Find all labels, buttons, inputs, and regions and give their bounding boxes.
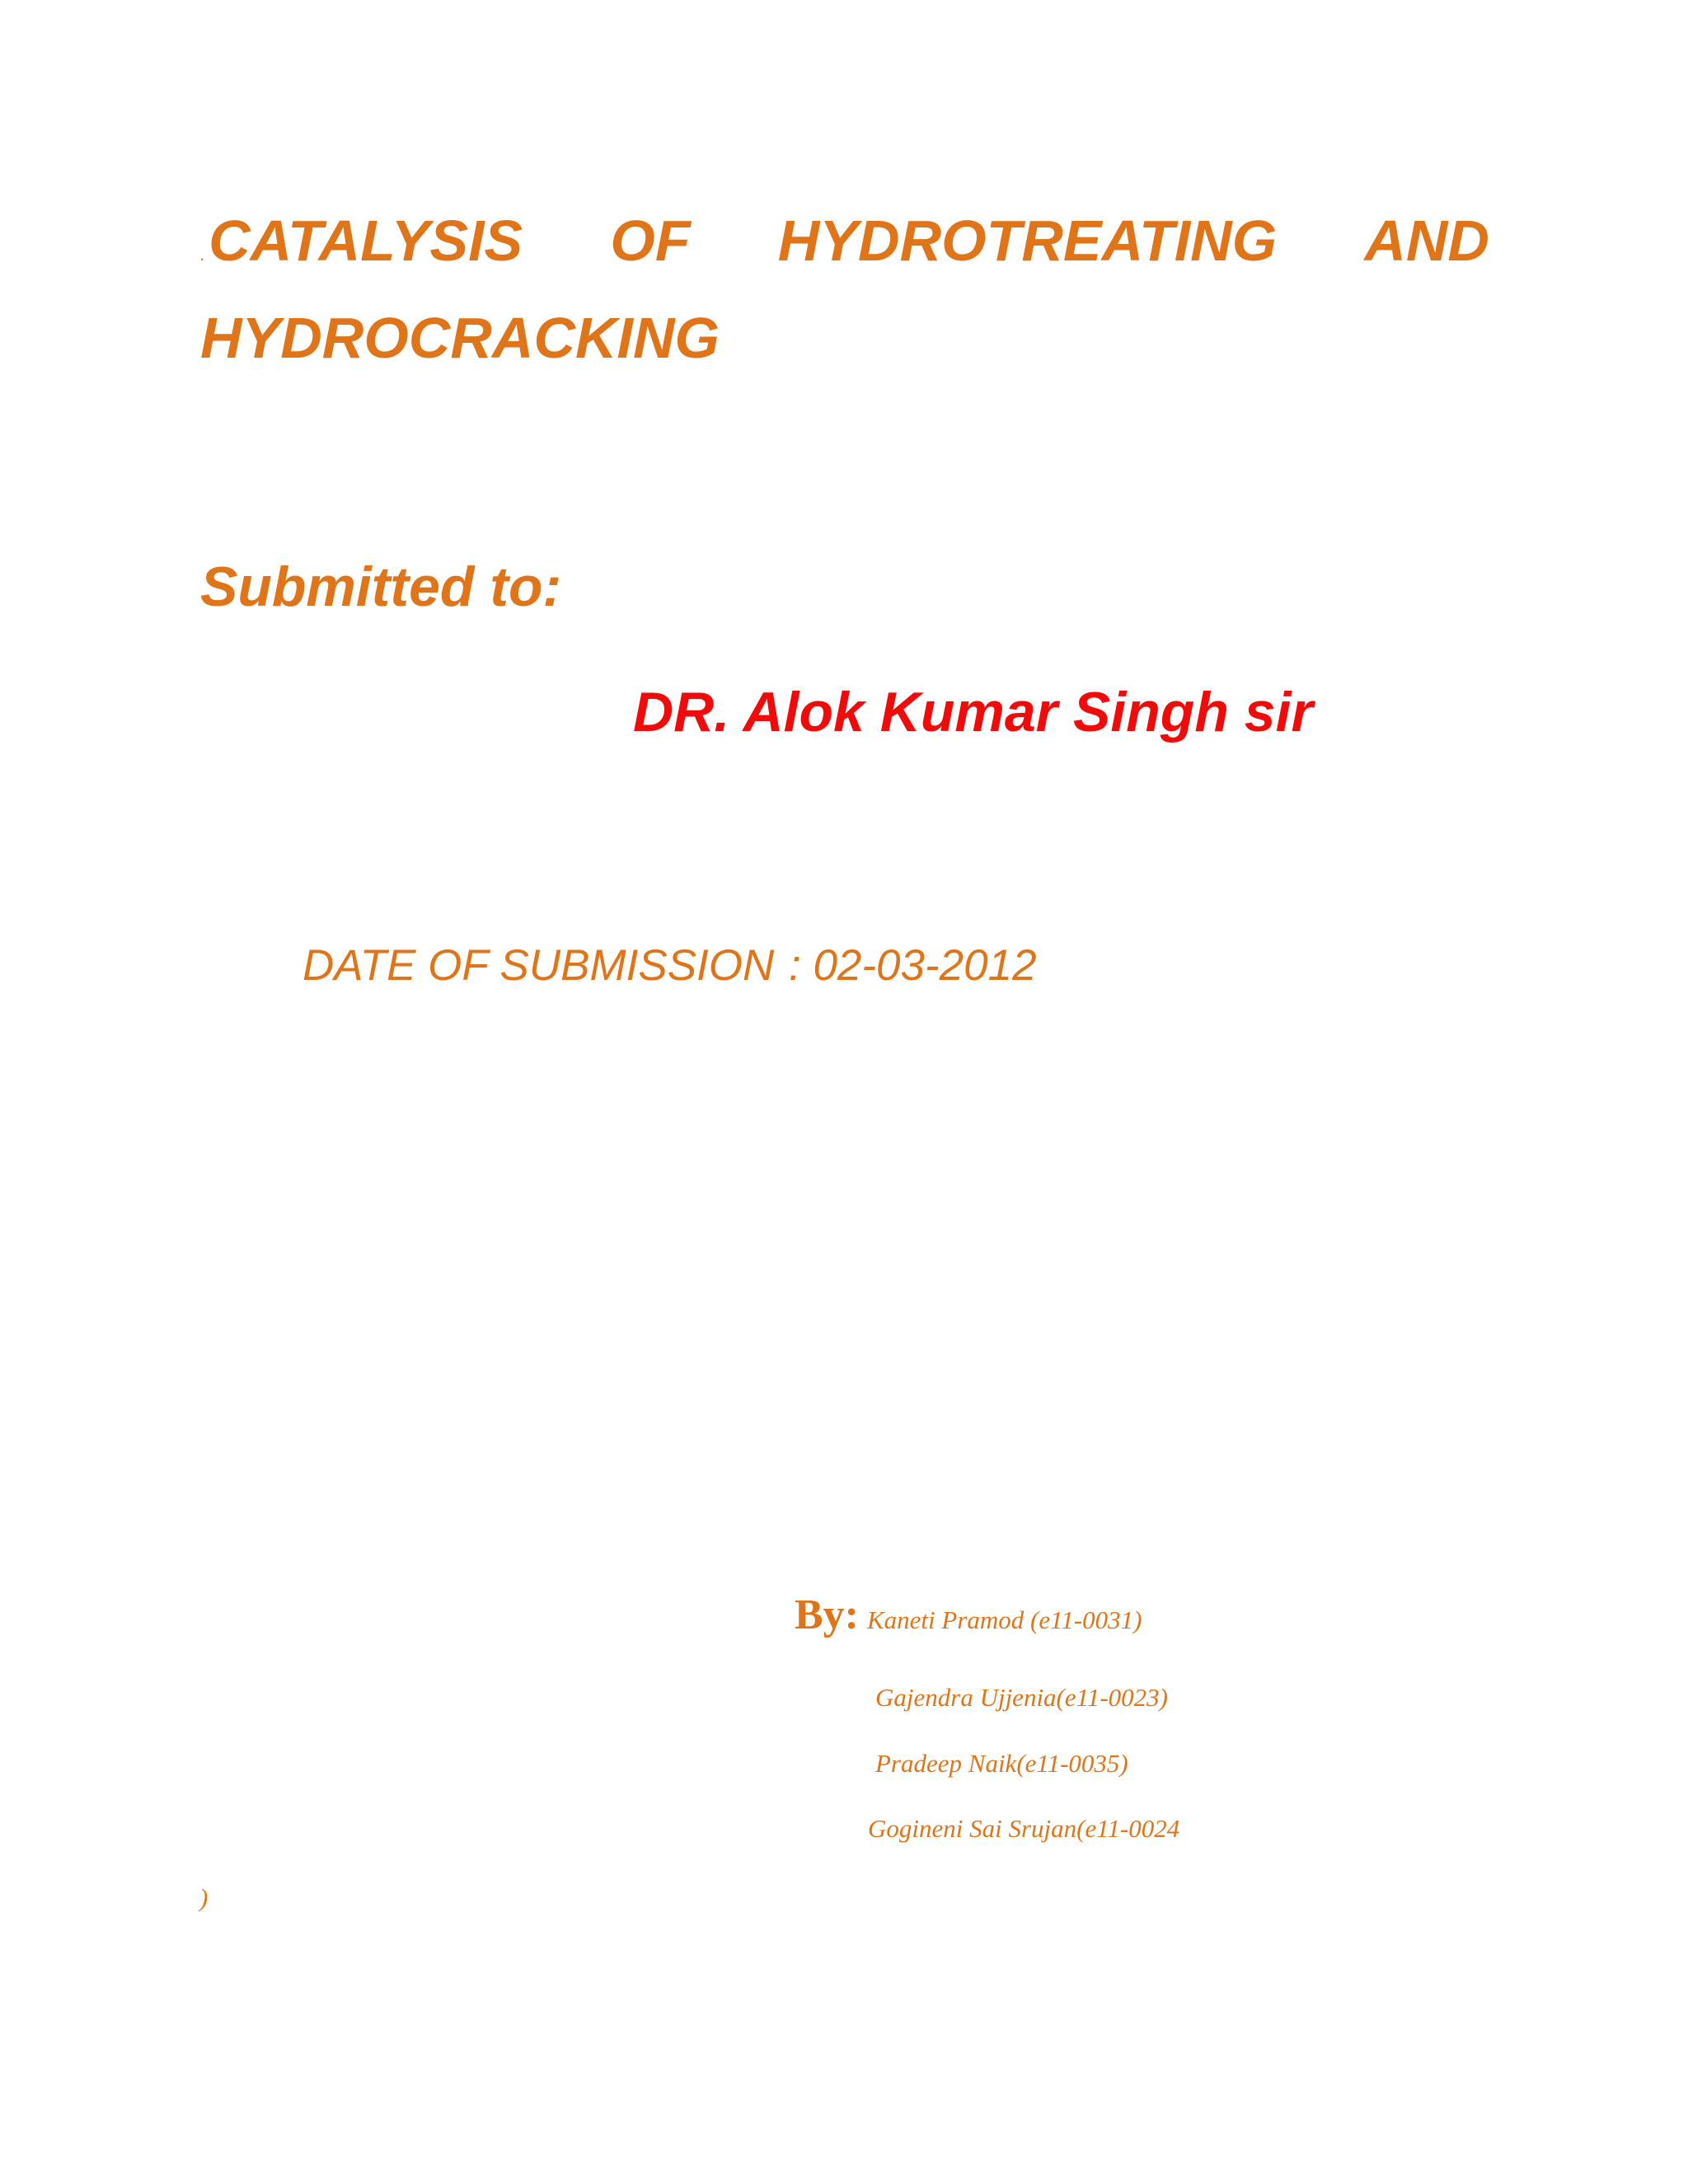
submitted-to-label: Submitted to:: [200, 555, 562, 618]
recipient-name: DR. Alok Kumar Singh sir: [633, 681, 1313, 743]
date-of-submission: [302, 940, 1037, 992]
title-word-hydrotreating: HYDROTREATING: [777, 209, 1278, 273]
title-word-and: AND: [1364, 209, 1489, 273]
member-1: Kaneti Pramod (e11-0031): [867, 1605, 1142, 1634]
member-2: Gajendra Ujjenia(e11-0023): [875, 1683, 1168, 1712]
member-4: Gogineni Sai Srujan(e11-0024: [868, 1814, 1180, 1843]
title-word-1: [200, 208, 523, 288]
leading-mark: .: [200, 244, 206, 265]
trailing-parenthesis: ): [199, 1883, 209, 1912]
date-label: DATE OF SUBMISSION: [302, 941, 775, 990]
title-word-of: OF: [610, 209, 691, 273]
member-3: Pradeep Naik(e11-0035): [875, 1749, 1128, 1778]
title-line-1: [200, 208, 1489, 288]
title-word-catalysis: CATALYSIS: [209, 209, 523, 273]
by-line: [795, 1591, 1142, 1639]
title-line-2: HYDROCRACKING: [200, 306, 720, 370]
by-label: By:: [795, 1591, 859, 1638]
date-value: : 02-03-2012: [789, 941, 1037, 990]
